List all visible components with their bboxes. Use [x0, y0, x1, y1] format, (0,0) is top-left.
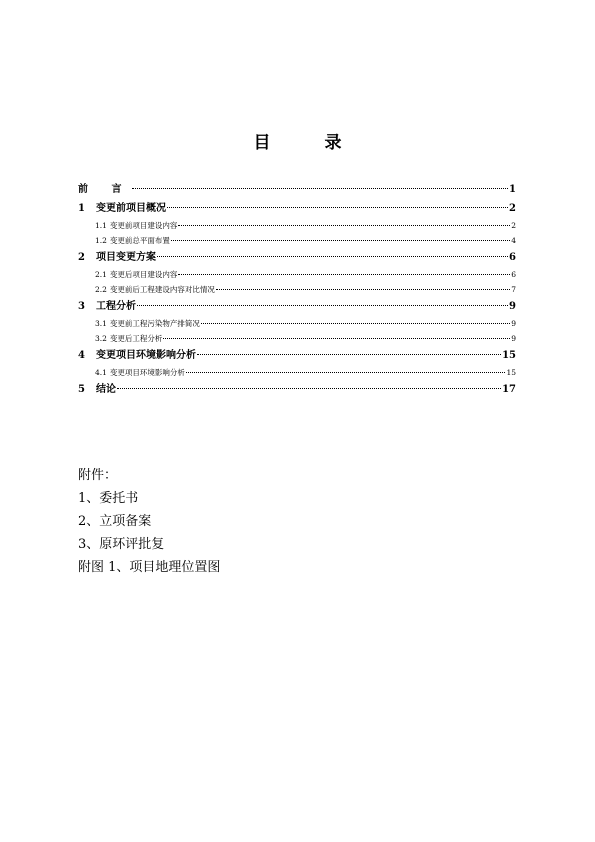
toc-entry-number: 3.2: [95, 334, 107, 343]
toc-leader-dots: [167, 207, 508, 208]
toc-entry-title: 变更前项目建设内容: [109, 221, 178, 230]
toc-entry-title: 前 言: [78, 184, 132, 195]
toc-leader-dots: [216, 289, 510, 290]
toc-entry-chapter-5[interactable]: [78, 380, 516, 399]
toc-entry-section-1-1[interactable]: [78, 218, 516, 233]
toc-entry-preface[interactable]: [78, 180, 516, 199]
toc-entry-title: 变更前后工程建设内容对比情况: [109, 285, 215, 294]
toc-entry-page: 7: [511, 285, 516, 294]
toc-entry-page: 15: [506, 368, 516, 377]
toc-entry-title: 变更前工程污染物产排简况: [109, 319, 200, 328]
toc-entry-page: 17: [502, 384, 516, 395]
toc-entry-number: 1.2: [95, 236, 107, 245]
toc-entry-section-2-1[interactable]: [78, 267, 516, 282]
toc-leader-dots: [178, 274, 510, 275]
toc-entry-page: 6: [509, 252, 516, 263]
table-of-contents: [78, 180, 516, 399]
attachment-item: 附图 1、项目地理位置图: [78, 560, 221, 575]
toc-entry-page: 9: [511, 319, 516, 328]
toc-entry-title: 工程分析: [96, 301, 136, 312]
toc-entry-title: 项目变更方案: [96, 252, 156, 263]
toc-entry-title: 变更后工程分析: [109, 334, 163, 343]
toc-entry-page: 2: [511, 221, 516, 230]
toc-entry-chapter-2[interactable]: [78, 248, 516, 267]
toc-entry-number: 3.1: [95, 319, 107, 328]
toc-entry-section-3-1[interactable]: [78, 316, 516, 331]
toc-entry-title: 结论: [96, 384, 116, 395]
toc-entry-number: 4: [78, 350, 85, 361]
toc-entry-chapter-4[interactable]: [78, 346, 516, 365]
toc-leader-dots: [201, 323, 510, 324]
toc-leader-dots: [163, 338, 510, 339]
toc-entry-number: 3: [78, 301, 85, 312]
toc-leader-dots: [197, 354, 501, 355]
toc-entry-number: 5: [78, 384, 85, 395]
toc-entry-number: 2.2: [95, 285, 107, 294]
toc-entry-number: 1.1: [95, 221, 107, 230]
toc-entry-page: 1: [509, 184, 516, 195]
page-title: 目 录: [253, 133, 366, 153]
toc-entry-title: 变更前总平面布置: [109, 236, 170, 245]
toc-leader-dots: [117, 388, 501, 389]
toc-entry-page: 2: [509, 203, 516, 214]
toc-entry-number: 4.1: [95, 368, 107, 377]
toc-entry-section-2-2[interactable]: [78, 282, 516, 297]
attachment-item: 2、立项备案: [78, 514, 152, 529]
toc-entry-page: 9: [509, 301, 516, 312]
toc-leader-dots: [171, 240, 510, 241]
attachment-item: 3、原环评批复: [78, 537, 165, 552]
toc-entry-section-1-2[interactable]: [78, 233, 516, 248]
toc-entry-number: 1: [78, 203, 85, 214]
attachment-item: 1、委托书: [78, 491, 139, 506]
toc-entry-page: 15: [502, 350, 516, 361]
toc-entry-chapter-1[interactable]: [78, 199, 516, 218]
toc-leader-dots: [178, 225, 510, 226]
toc-entry-page: 6: [511, 270, 516, 279]
attachments-list: [78, 464, 220, 579]
toc-entry-title: 变更后项目建设内容: [109, 270, 178, 279]
toc-entry-page: 4: [511, 236, 516, 245]
toc-entry-number: 2: [78, 252, 85, 263]
toc-entry-title: 变更项目环境影响分析: [109, 368, 185, 377]
toc-entry-title: 变更前项目概况: [96, 203, 166, 214]
toc-entry-title: 变更项目环境影响分析: [96, 350, 196, 361]
toc-leader-dots: [132, 188, 508, 189]
toc-leader-dots: [137, 305, 508, 306]
toc-entry-section-3-2[interactable]: [78, 331, 516, 346]
toc-entry-chapter-3[interactable]: [78, 297, 516, 316]
toc-entry-section-4-1[interactable]: [78, 365, 516, 380]
toc-entry-number: 2.1: [95, 270, 107, 279]
attachments-heading: 附件：: [78, 468, 118, 483]
toc-leader-dots: [157, 256, 508, 257]
toc-entry-page: 9: [511, 334, 516, 343]
toc-leader-dots: [186, 372, 506, 373]
